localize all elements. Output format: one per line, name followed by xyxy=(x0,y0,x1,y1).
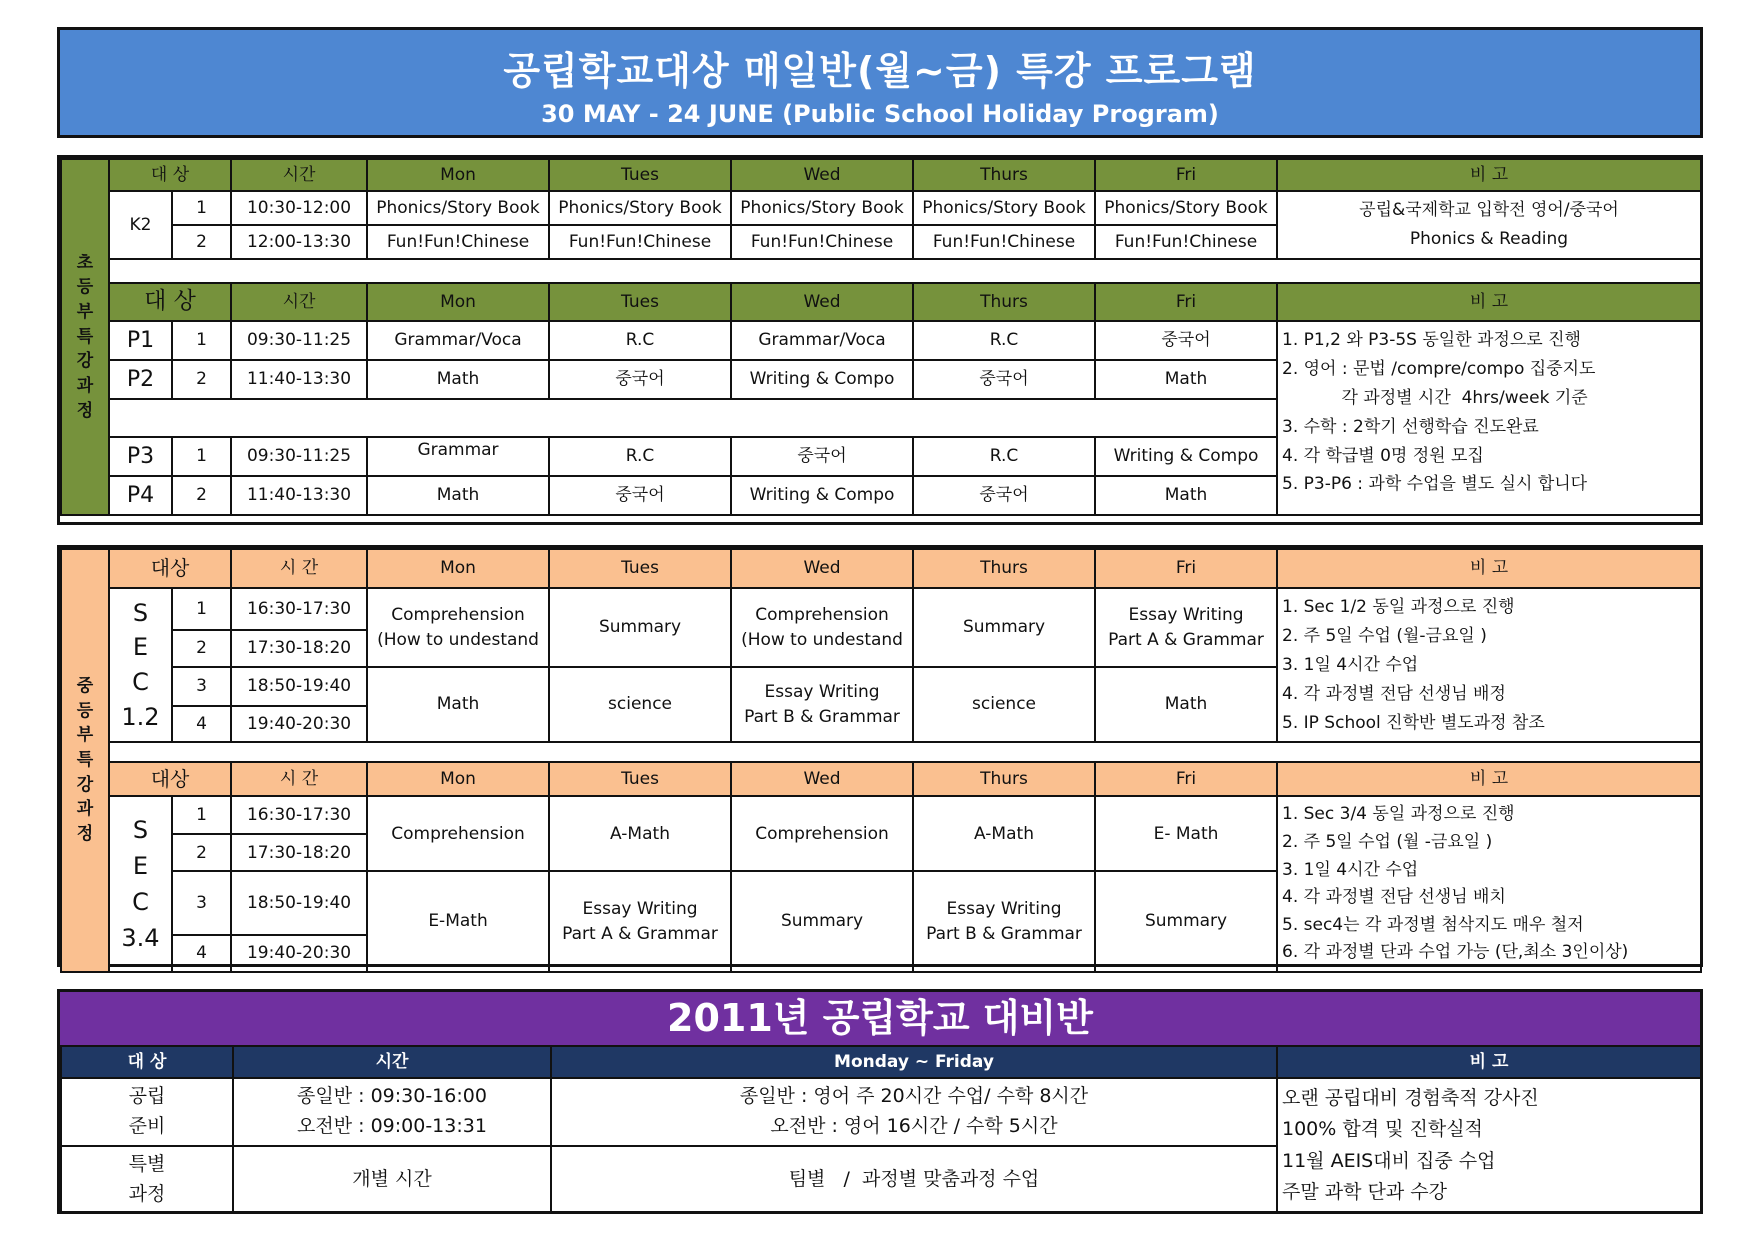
period-time: 18:50-19:40 xyxy=(231,667,367,706)
elementary-block xyxy=(57,155,1703,525)
period-time: 19:40-20:30 xyxy=(231,935,367,972)
primary-notes: 1. P1,2 와 P3-5S 동일한 과정으로 진행 2. 영어 : 문법 /compre/compo 집중지도 각 과정별 시간 4hrs/week 기준 3. 수학 : 2학기 선행학습 진도완료 4. 각 학급별 0명 정원 모집 5. P3-P6 : 과학 수업을 별도 실시 합니다 xyxy=(1277,321,1701,515)
level-p2: P2 xyxy=(109,360,172,399)
cell-mon: Grammar xyxy=(367,437,549,476)
cell-fri: E- Math xyxy=(1095,796,1277,871)
level-sec34: S E C 3.4 xyxy=(109,796,172,971)
level-p1: P1 xyxy=(109,321,172,360)
cell-wed: Summary xyxy=(731,871,913,971)
cell-fri: Math xyxy=(1095,360,1277,399)
cell-thu: A-Math xyxy=(913,796,1095,871)
header-notes: 비 고 xyxy=(1277,549,1701,588)
cell-tue: A-Math xyxy=(549,796,731,871)
sec12-notes: 1. Sec 1/2 동일 과정으로 진행 2. 주 5일 수업 (월-금요일 ) 3. 1일 4시간 수업 4. 각 과정별 전담 선생님 배정 5. IP School 진학반 별도과정 참조 xyxy=(1277,588,1701,742)
desc-cell: 종일반 : 영어 주 20시간 수업/ 수학 8시간 오전반 : 영어 16시간 / 수학 5시간 xyxy=(551,1078,1277,1146)
cell-fri: Essay Writing Part A & Grammar xyxy=(1095,588,1277,667)
cell-mon: Math xyxy=(367,360,549,399)
header-time: 시간 xyxy=(231,283,367,321)
period-time: 11:40-13:30 xyxy=(231,360,367,399)
cell-wed: Comprehension xyxy=(731,796,913,871)
header-target: 대상 xyxy=(109,762,231,796)
period-no: 2 xyxy=(172,630,231,667)
period-no: 2 xyxy=(172,834,231,871)
period-time: 12:00-13:30 xyxy=(231,225,367,259)
cell-wed: Comprehension (How to undestand xyxy=(731,588,913,667)
k2-note: 공립&국제학교 입학전 영어/중국어 Phonics & Reading xyxy=(1277,191,1701,259)
spacer-row xyxy=(109,259,1701,283)
header-fri: Fri xyxy=(1095,762,1277,796)
cell-tue: R.C xyxy=(549,437,731,476)
secondary-side-label: 중 등 부 특 강 과 정 xyxy=(61,549,109,972)
cell-fri: Math xyxy=(1095,476,1277,515)
header-mon: Mon xyxy=(367,283,549,321)
cell-thu: 중국어 xyxy=(913,476,1095,515)
desc-cell: 팀별 / 과정별 맞춤과정 수업 xyxy=(551,1146,1277,1214)
period-no: 2 xyxy=(172,225,231,259)
header-tue: Tues xyxy=(549,762,731,796)
level-p3: P3 xyxy=(109,437,172,476)
cell-thu: 중국어 xyxy=(913,360,1095,399)
time-cell: 종일반 : 09:30-16:00 오전반 : 09:00-13:31 xyxy=(233,1078,551,1146)
cell-wed: 중국어 xyxy=(731,437,913,476)
header-thu: Thurs xyxy=(913,549,1095,588)
period-no: 1 xyxy=(172,191,231,225)
public-prep-table xyxy=(60,1045,1702,1214)
secondary-block xyxy=(57,545,1703,967)
period-no: 1 xyxy=(172,321,231,360)
page-subtitle: 30 MAY - 24 JUNE (Public School Holiday Program) xyxy=(541,100,1219,128)
cell-fri: 중국어 xyxy=(1095,321,1277,360)
cell-tue: Essay Writing Part A & Grammar xyxy=(549,871,731,971)
header-mon: Mon xyxy=(367,762,549,796)
period-time: 17:30-18:20 xyxy=(231,630,367,667)
header-fri: Fri xyxy=(1095,283,1277,321)
target-cell: 공립 준비 xyxy=(61,1078,233,1146)
header-time: 시간 xyxy=(231,159,367,191)
cell-fri: Writing & Compo xyxy=(1095,437,1277,476)
header-time: 시 간 xyxy=(231,762,367,796)
header-notes: 비 고 xyxy=(1277,762,1701,796)
cell-mon: Comprehension xyxy=(367,796,549,871)
period-no: 2 xyxy=(172,360,231,399)
cell-tue: 중국어 xyxy=(549,360,731,399)
cell-mon: Math xyxy=(367,476,549,515)
cell-wed: Writing & Compo xyxy=(731,476,913,515)
header-tue: Tues xyxy=(549,549,731,588)
period-time: 17:30-18:20 xyxy=(231,834,367,871)
period-no: 3 xyxy=(172,871,231,934)
time-cell: 개별 시간 xyxy=(233,1146,551,1214)
elementary-side-label: 초 등 부 특 강 과 정 xyxy=(61,159,109,515)
header-target: 대 상 xyxy=(61,1046,233,1078)
cell-thu: Fun!Fun!Chinese xyxy=(913,225,1095,259)
period-no: 1 xyxy=(172,588,231,630)
period-time: 18:50-19:40 xyxy=(231,871,367,934)
period-time: 11:40-13:30 xyxy=(231,476,367,515)
cell-thu: Summary xyxy=(913,588,1095,667)
period-time: 16:30-17:30 xyxy=(231,796,367,834)
cell-mon: E-Math xyxy=(367,871,549,971)
public-prep-title: 2011년 공립학교 대비반 xyxy=(60,992,1700,1047)
cell-thu: science xyxy=(913,667,1095,742)
period-time: 19:40-20:30 xyxy=(231,706,367,742)
cell-mon: Phonics/Story Book xyxy=(367,191,549,225)
period-time: 09:30-11:25 xyxy=(231,437,367,476)
spacer-row xyxy=(109,399,1277,437)
header-target: 대상 xyxy=(109,549,231,588)
header-tue: Tues xyxy=(549,283,731,321)
cell-tue: Phonics/Story Book xyxy=(549,191,731,225)
period-no: 2 xyxy=(172,476,231,515)
header-thu: Thurs xyxy=(913,762,1095,796)
level-sec12: S E C 1.2 xyxy=(109,588,172,742)
period-no: 4 xyxy=(172,706,231,742)
header-fri: Fri xyxy=(1095,549,1277,588)
cell-tue: R.C xyxy=(549,321,731,360)
cell-wed: Writing & Compo xyxy=(731,360,913,399)
cell-thu: R.C xyxy=(913,437,1095,476)
cell-fri: Fun!Fun!Chinese xyxy=(1095,225,1277,259)
period-no: 1 xyxy=(172,796,231,834)
header-thu: Thurs xyxy=(913,159,1095,191)
header-wed: Wed xyxy=(731,283,913,321)
header-notes: 비 고 xyxy=(1277,159,1701,191)
header-notes: 비 고 xyxy=(1277,283,1701,321)
cell-mon: Comprehension (How to undestand xyxy=(367,588,549,667)
header-tue: Tues xyxy=(549,159,731,191)
cell-tue: Fun!Fun!Chinese xyxy=(549,225,731,259)
cell-wed: Fun!Fun!Chinese xyxy=(731,225,913,259)
cell-mon: Math xyxy=(367,667,549,742)
header-days: Monday ~ Friday xyxy=(551,1046,1277,1078)
cell-wed: Grammar/Voca xyxy=(731,321,913,360)
header-wed: Wed xyxy=(731,549,913,588)
header-notes: 비 고 xyxy=(1277,1046,1701,1078)
header-target: 대 상 xyxy=(109,159,231,191)
public-prep-block xyxy=(57,989,1703,1214)
level-k2: K2 xyxy=(109,191,172,259)
period-time: 09:30-11:25 xyxy=(231,321,367,360)
spacer-row xyxy=(109,742,1701,762)
cell-fri: Summary xyxy=(1095,871,1277,971)
header-wed: Wed xyxy=(731,762,913,796)
period-time: 10:30-12:00 xyxy=(231,191,367,225)
cell-mon: Fun!Fun!Chinese xyxy=(367,225,549,259)
period-no: 4 xyxy=(172,935,231,972)
target-cell: 특별 과정 xyxy=(61,1146,233,1214)
period-no: 1 xyxy=(172,437,231,476)
header-time: 시간 xyxy=(233,1046,551,1078)
cell-tue: science xyxy=(549,667,731,742)
cell-tue: Summary xyxy=(549,588,731,667)
header-wed: Wed xyxy=(731,159,913,191)
cell-wed: Essay Writing Part B & Grammar xyxy=(731,667,913,742)
cell-fri: Phonics/Story Book xyxy=(1095,191,1277,225)
cell-fri: Math xyxy=(1095,667,1277,742)
cell-wed: Phonics/Story Book xyxy=(731,191,913,225)
cell-mon: Grammar/Voca xyxy=(367,321,549,360)
sec34-notes: 1. Sec 3/4 동일 과정으로 진행 2. 주 5일 수업 (월 -금요일 ) 3. 1일 4시간 수업 4. 각 과정별 전담 선생님 배치 5. sec4는 각 과정별 첨삭지도 매우 철저 6. 각 과정별 단과 수업 가능 (단,최소 3인이상) xyxy=(1277,796,1701,971)
secondary-table xyxy=(60,548,1702,973)
public-prep-notes: 오랜 공립대비 경험축적 강사진 100% 합격 및 진학실적 11월 AEIS대비 집중 수업 주말 과학 단과 수강 xyxy=(1277,1078,1701,1213)
header-fri: Fri xyxy=(1095,159,1277,191)
period-no: 3 xyxy=(172,667,231,706)
period-time: 16:30-17:30 xyxy=(231,588,367,630)
cell-thu: R.C xyxy=(913,321,1095,360)
header-thu: Thurs xyxy=(913,283,1095,321)
level-p4: P4 xyxy=(109,476,172,515)
header-mon: Mon xyxy=(367,549,549,588)
cell-thu: Phonics/Story Book xyxy=(913,191,1095,225)
header-mon: Mon xyxy=(367,159,549,191)
program-header xyxy=(57,27,1703,138)
header-target: 대 상 xyxy=(109,283,231,321)
cell-tue: 중국어 xyxy=(549,476,731,515)
cell-thu: Essay Writing Part B & Grammar xyxy=(913,871,1095,971)
page-title: 공립학교대상 매일반(월~금) 특강 프로그램 xyxy=(503,49,1257,93)
header-time: 시 간 xyxy=(231,549,367,588)
elementary-table xyxy=(60,158,1702,516)
